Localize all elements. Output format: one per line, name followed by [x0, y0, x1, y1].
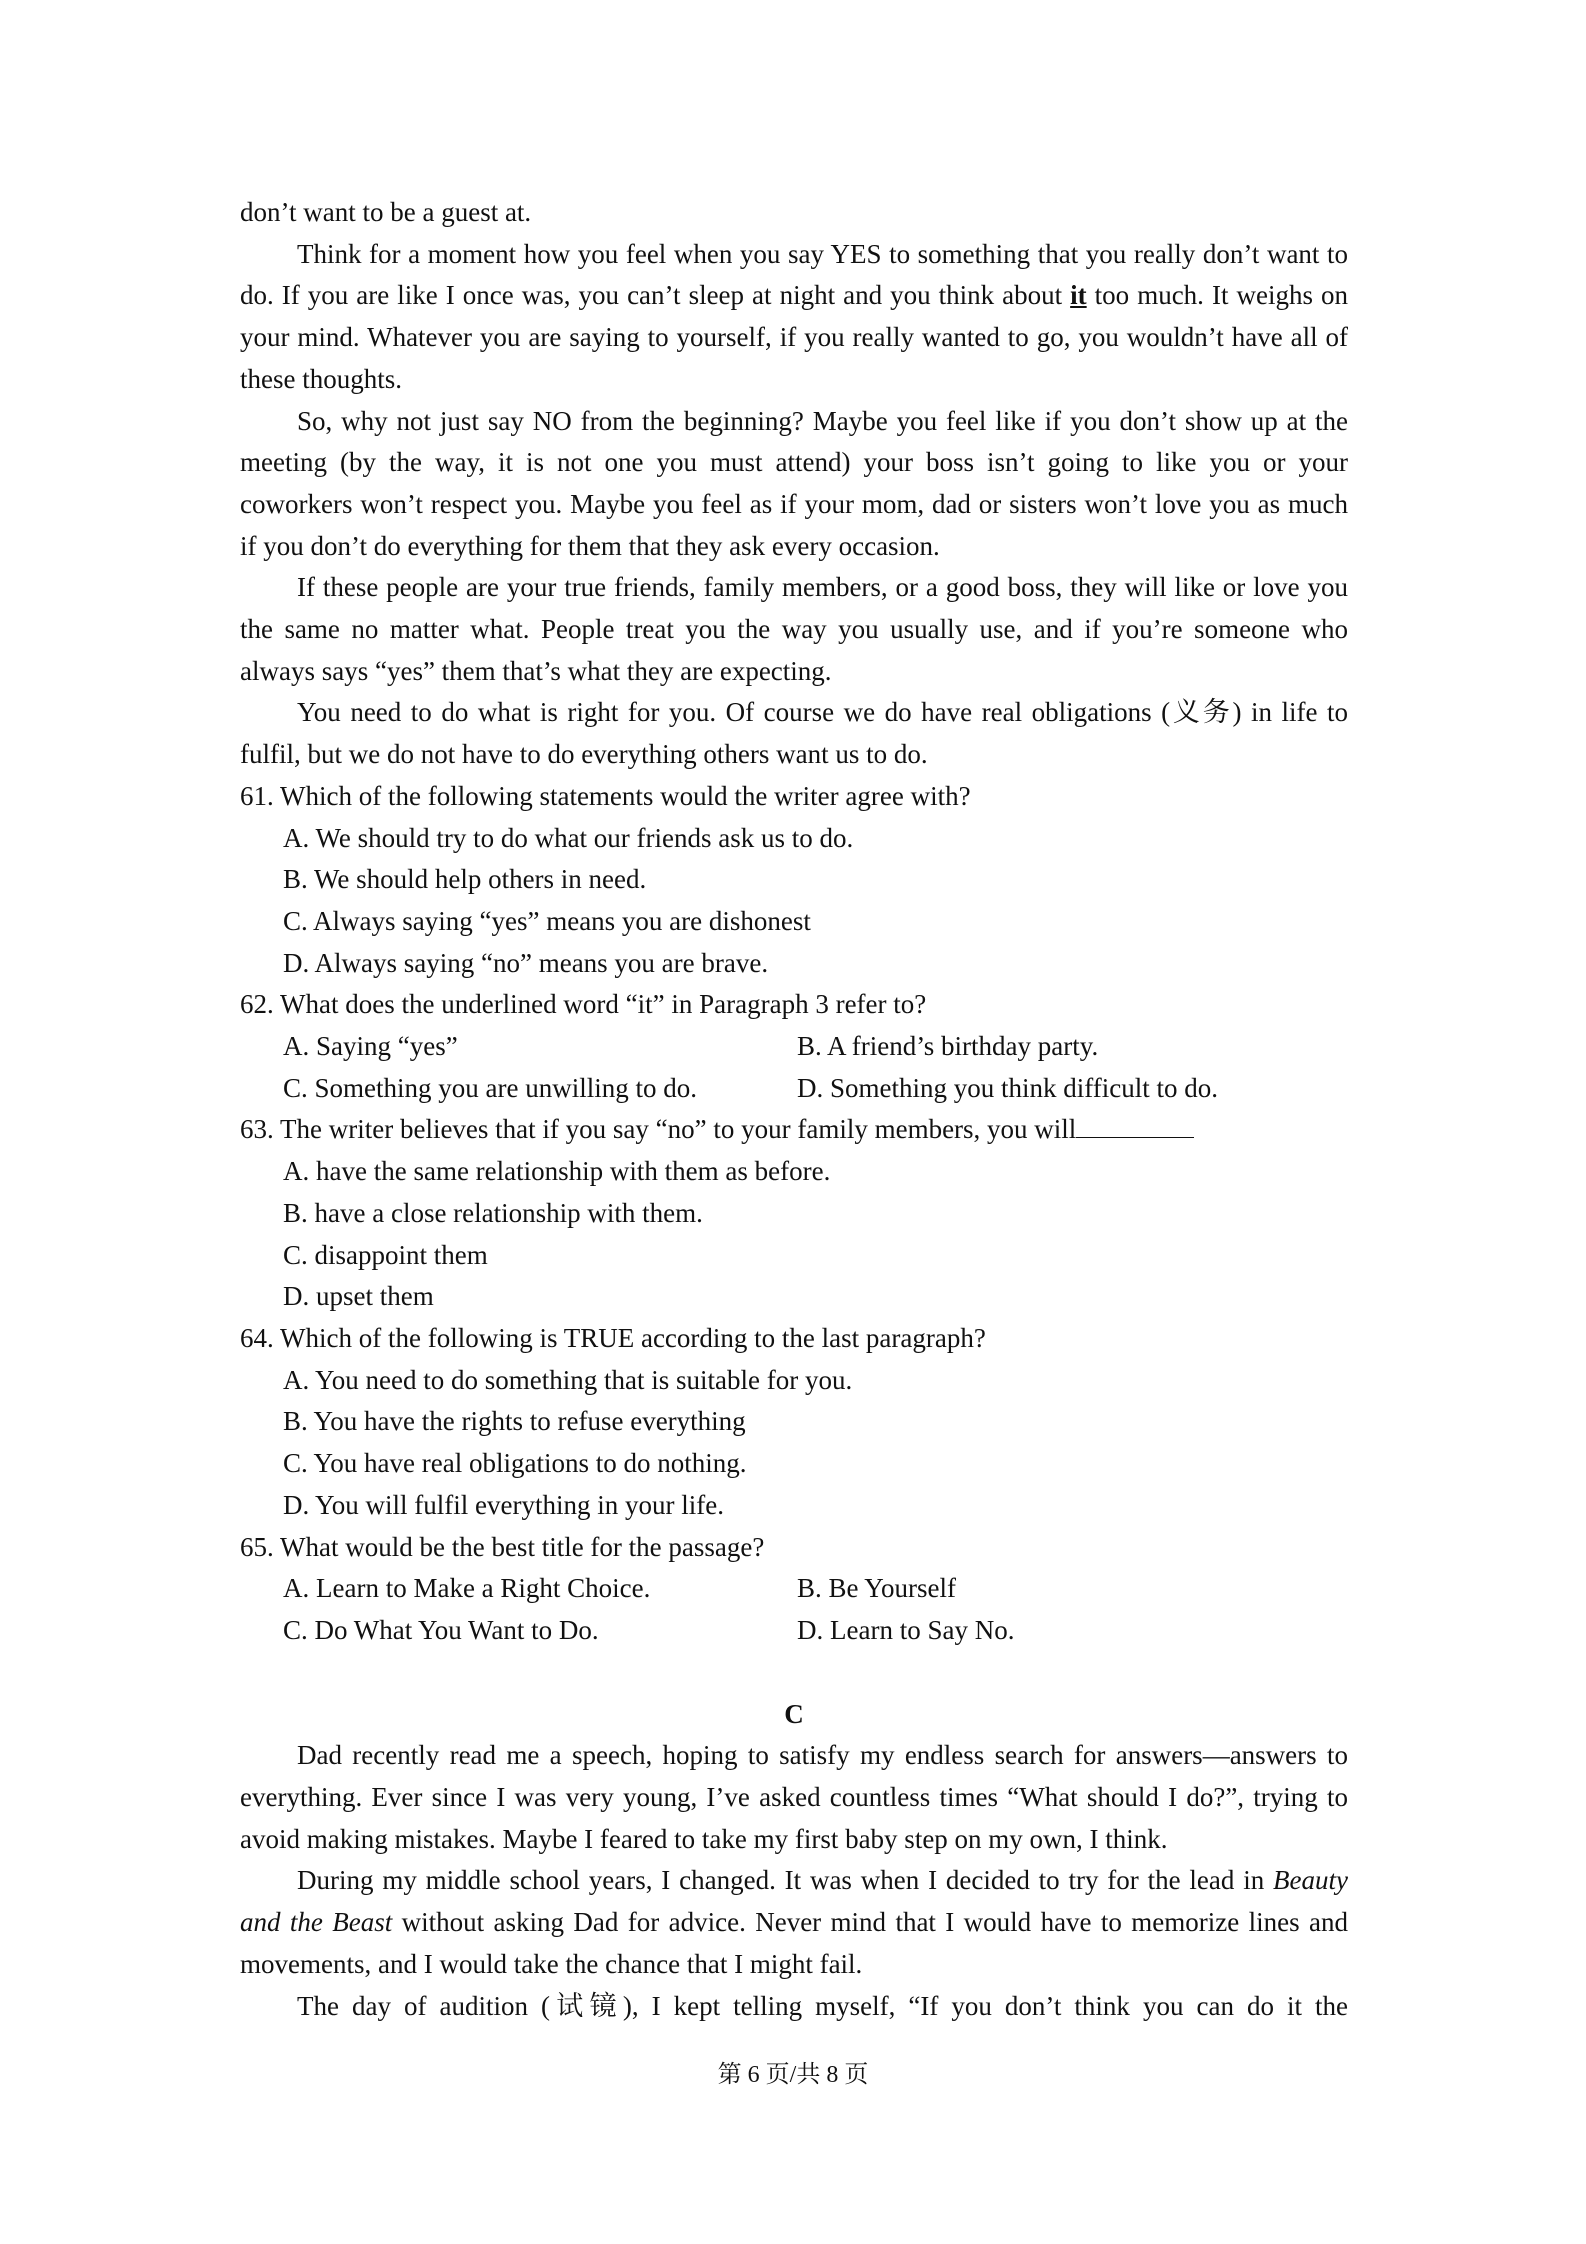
- question-65-option-a: A. Learn to Make a Right Choice.: [283, 1573, 651, 1604]
- section-spacer: [240, 1652, 1348, 1694]
- question-64-option-b: B. You have the rights to refuse everything: [283, 1406, 746, 1437]
- question-63-stem: 63. The writer believes that if you say “no” to your family members, you will: [240, 1114, 1077, 1145]
- paragraph-b-2: So, why not just say NO from the beginning? Maybe you feel like if you don’t show up at the meeting (by the way, it is not one you must attend) your boss isn’t going to like you or your coworkers won’t respect you. Maybe you feel as if your mom, dad or sisters won’t love you as much if you don’t do everything for them that they ask every occasion.: [240, 405, 1348, 561]
- question-65-option-b: B. Be Yourself: [797, 1573, 957, 1604]
- paragraph-b-1: [240, 234, 1348, 401]
- page-content: [240, 192, 1348, 2027]
- question-64-option-d: D. You will fulfil everything in your life.: [283, 1489, 724, 1520]
- answer-blank: [1076, 1111, 1194, 1138]
- question-62-option-b: B. A friend’s birthday party.: [797, 1031, 1099, 1062]
- question-62-option-d: D. Something you think difficult to do.: [797, 1072, 1218, 1103]
- question-64: [240, 1318, 1348, 1527]
- play-title: Beauty and the Beast: [240, 1865, 1348, 1938]
- paragraph-b-3: If these people are your true friends, family members, or a good boss, they will like or love you the same no matter what. People treat you the way you usually use, and if you’re someone who always says “yes” them that’s what they are expecting.: [240, 572, 1348, 686]
- paragraph-c-2: [240, 1860, 1348, 1985]
- question-63-stem-line: [240, 1109, 1348, 1151]
- question-62-options-row-1: [240, 1026, 1348, 1068]
- question-62-option-c: C. Something you are unwilling to do.: [283, 1072, 697, 1103]
- question-64-option-c: C. You have real obligations to do nothing.: [283, 1448, 747, 1479]
- question-63-option-c: C. disappoint them: [283, 1239, 488, 1270]
- question-63: [240, 1109, 1348, 1318]
- question-65-stem: 65. What would be the best title for the passage?: [240, 1531, 765, 1562]
- question-61-option-a: A. We should try to do what our friends ask us to do.: [283, 822, 854, 853]
- page-number-footer: 第 6 页/共 8 页: [717, 2062, 869, 2088]
- question-65-option-c: C. Do What You Want to Do.: [283, 1614, 599, 1645]
- question-64-stem: 64. Which of the following is TRUE according to the last paragraph?: [240, 1322, 986, 1353]
- question-63-option-b: B. have a close relationship with them.: [283, 1197, 703, 1228]
- paragraph-b-1-text-b: too much. It weighs on your mind. Whatever you are saying to yourself, if you really wanted to go, you wouldn’t have all of these thoughts.: [240, 280, 1348, 394]
- question-63-option-a: A. have the same relationship with them as before.: [283, 1156, 831, 1187]
- question-61-stem: 61. Which of the following statements would the writer agree with?: [240, 780, 971, 811]
- question-62: [240, 984, 1348, 1109]
- question-62-option-a: A. Saying “yes”: [283, 1031, 458, 1062]
- question-61-option-b: B. We should help others in need.: [283, 864, 647, 895]
- question-65-option-d: D. Learn to Say No.: [797, 1614, 1015, 1645]
- question-61: [240, 776, 1348, 985]
- question-61-option-c: C. Always saying “yes” means you are dishonest: [283, 905, 811, 936]
- question-65-options-row-1: [240, 1568, 1348, 1610]
- question-64-option-a: A. You need to do something that is suitable for you.: [283, 1364, 853, 1395]
- paragraph-c-2-text-b: without asking Dad for advice. Never mind that I would have to memorize lines and movements, and I would take the chance that I might fail.: [240, 1907, 1348, 1979]
- question-65: [240, 1527, 1348, 1652]
- question-63-option-d: D. upset them: [283, 1281, 434, 1312]
- paragraph-c-3: The day of audition (试镜), I kept telling myself, “If you don’t think you can do it the: [297, 1990, 1348, 2021]
- paragraph-b-4: You need to do what is right for you. Of course we do have real obligations (义务) in life to fulfil, but we do not have to do everything others want us to do.: [240, 697, 1348, 770]
- question-61-option-d: D. Always saying “no” means you are brave.: [283, 947, 769, 978]
- section-heading-c: C: [784, 1698, 804, 1729]
- underlined-word-it: it: [1070, 280, 1087, 311]
- question-62-options-row-2: [240, 1068, 1348, 1110]
- paragraph-c-2-text-a: During my middle school years, I changed. It was when I decided to try for the lead in: [297, 1865, 1274, 1896]
- question-62-stem: 62. What does the underlined word “it” in Paragraph 3 refer to?: [240, 989, 927, 1020]
- paragraph-c-1: Dad recently read me a speech, hoping to satisfy my endless search for answers—answers to everything. Ever since I was very young, I’ve asked countless times “What should I do?”, trying to avoid making mistakes. Maybe I feared to take my first baby step on my own, I think.: [240, 1740, 1348, 1854]
- paragraph-b-1-text-a: Think for a moment how you feel when you say YES to something that you really don’t want to do. If you are like I once was, you can’t sleep at night and you think about: [240, 238, 1348, 311]
- paragraph-b-0: don’t want to be a guest at.: [240, 197, 532, 227]
- question-65-options-row-2: [240, 1610, 1348, 1652]
